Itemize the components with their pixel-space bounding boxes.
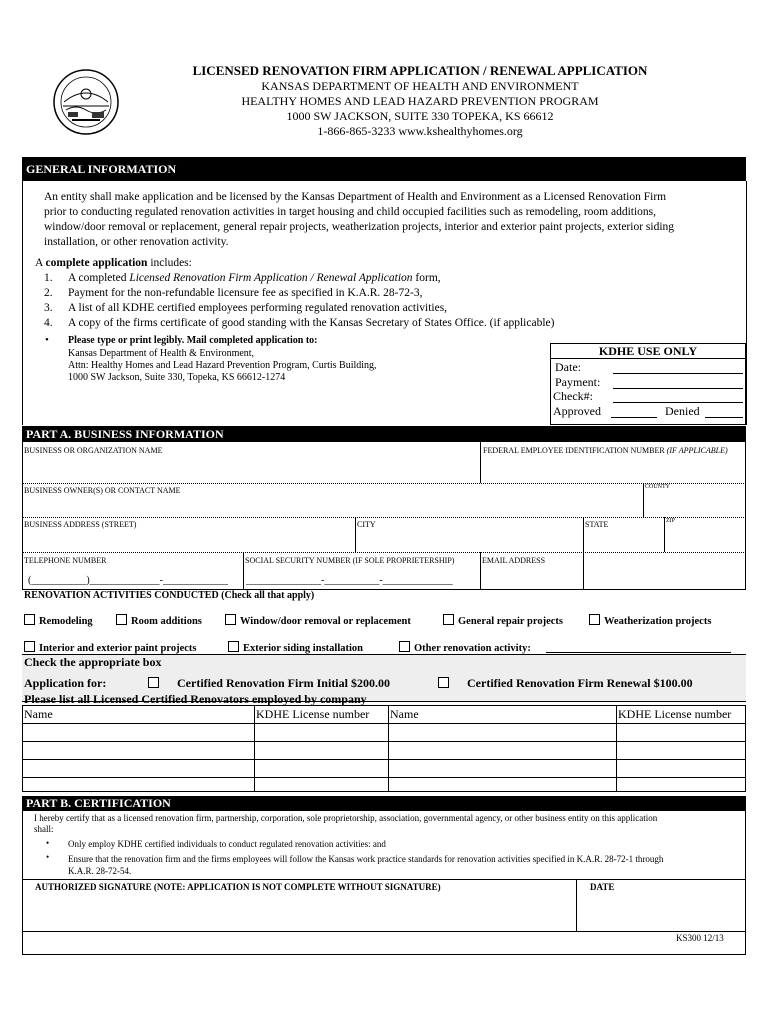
checkbox-icon: [24, 641, 35, 652]
renovators-list-heading: Please list all Licensed Certified Renovators employed by company: [24, 692, 367, 706]
cert-bullet-2-dot: •: [46, 852, 50, 862]
certification-statement: I hereby certify that as a licensed renovation firm, partnership, corporation, sole proprietorship, association, governmental agency, or other business entity on this application shall:: [34, 813, 658, 834]
cert-bullet-1-dot: •: [46, 838, 50, 848]
ssn-label: SOCIAL SECURITY NUMBER (IF SOLE PROPRIETERSHIP): [245, 556, 455, 565]
state-label: STATE: [585, 520, 609, 529]
activity-window-door[interactable]: Window/door removal or replacement: [225, 614, 411, 627]
col-license2-header: KDHE License number: [618, 707, 732, 721]
activities-heading: RENOVATION ACTIVITIES CONDUCTED (Check all that apply): [24, 590, 315, 601]
program-name: HEALTHY HOMES AND LEAD HAZARD PREVENTION PROGRAM: [241, 94, 599, 108]
complete-application-heading: A complete application includes:: [35, 257, 192, 269]
street-field[interactable]: [25, 531, 351, 550]
owner-label: BUSINESS OWNER(S) OR CONTACT NAME: [24, 486, 181, 495]
part-b-heading: PART B. CERTIFICATION: [22, 796, 746, 811]
zip-label: ZIP: [666, 518, 675, 524]
general-information-heading: GENERAL INFORMATION: [22, 157, 746, 181]
checkbox-icon: [116, 614, 127, 625]
business-name-label: BUSINESS OR ORGANIZATION NAME: [24, 446, 163, 455]
checkbox-icon: [148, 677, 159, 688]
checkbox-icon: [438, 677, 449, 688]
street-label: BUSINESS ADDRESS (STREET): [24, 520, 137, 529]
cert-bullet-1: Only employ KDHE certified individuals to conduct regulated renovation activities: and: [68, 839, 386, 849]
activity-weatherization[interactable]: Weatherization projects: [589, 614, 711, 627]
requirement-item: 3. A list of all KDHE certified employees performing regulated renovation activities,: [44, 302, 448, 314]
date-label: DATE: [590, 882, 615, 892]
col-license-header: KDHE License number: [256, 707, 370, 721]
col-name-header: Name: [24, 707, 53, 721]
activity-siding[interactable]: Exterior siding installation: [228, 641, 363, 654]
phone-field[interactable]: (___________)______________-_____________: [28, 575, 228, 586]
col-name2-header: Name: [390, 707, 419, 721]
county-label: COUNTY: [645, 484, 670, 490]
activity-room-additions[interactable]: Room additions: [116, 614, 202, 627]
signature-label: AUTHORIZED SIGNATURE (NOTE: APPLICATION IS NOT COMPLETE WITHOUT SIGNATURE): [35, 882, 441, 892]
signature-field[interactable]: [26, 895, 572, 928]
application-for-label: Application for:: [24, 676, 107, 690]
cert-bullet-2: Ensure that the renovation firm and the firms employees will follow the Kansas work practice standards for renovation activities specified in K.A.R. 28-72-1 through K.A.R. 28-72-54.: [68, 854, 664, 876]
requirement-item: 1. A completed Licensed Renovation Firm Application / Renewal Application form,: [44, 272, 441, 284]
business-name-field[interactable]: [25, 457, 477, 481]
form-title: LICENSED RENOVATION FIRM APPLICATION / RENEWAL APPLICATION: [192, 63, 648, 78]
dept-name: KANSAS DEPARTMENT OF HEALTH AND ENVIRONMENT: [261, 79, 579, 93]
renewal-option[interactable]: Certified Renovation Firm Renewal $100.00: [438, 676, 693, 691]
requirement-item: 2. Payment for the non-refundable licensure fee as specified in K.A.R. 28-72-3,: [44, 287, 423, 299]
fein-label: FEDERAL EMPLOYEE IDENTIFICATION NUMBER (IF APPLICABLE): [483, 446, 728, 455]
requirement-item: 4. A copy of the firms certificate of good standing with the Kansas Secretary of States Office. (if applicable): [44, 317, 555, 329]
checkbox-icon: [589, 614, 600, 625]
ssn-field[interactable]: _______________-___________-______________: [246, 575, 453, 586]
mail-address: Kansas Department of Health & Environment, Attn: Healthy Homes and Lead Hazard Prevention Program, Curtis Building, 1000 SW Jackson, Suite 330, Topeka, KS 66612-1274: [68, 348, 377, 383]
mail-bullet: •: [45, 334, 49, 346]
checkbox-icon: [399, 641, 410, 652]
checkbox-icon: [24, 614, 35, 625]
program-contact: 1-866-865-3233 www.kshealthyhomes.org: [317, 124, 523, 138]
check-box-instruction: Check the appropriate box: [24, 655, 162, 669]
kansas-seal-logo: [52, 68, 120, 136]
email-field[interactable]: [483, 567, 744, 587]
checkbox-icon: [225, 614, 236, 625]
fein-field[interactable]: [484, 457, 742, 481]
activity-remodeling[interactable]: Remodeling: [24, 614, 93, 627]
initial-option[interactable]: Certified Renovation Firm Initial $200.00: [148, 676, 390, 691]
program-address: 1000 SW JACKSON, SUITE 330 TOPEKA, KS 66612: [286, 109, 554, 123]
checkbox-icon: [443, 614, 454, 625]
requirements-list: [44, 271, 744, 331]
county-field[interactable]: [646, 492, 744, 515]
other-activity-field[interactable]: [546, 652, 731, 653]
phone-label: TELEPHONE NUMBER: [24, 556, 107, 565]
email-label: EMAIL ADDRESS: [482, 556, 546, 565]
owner-field[interactable]: [25, 497, 640, 515]
mail-instructions: Please type or print legibly. Mail completed application to:: [68, 335, 318, 346]
kdhe-use-only-box: KDHE USE ONLY Date: Payment: Check#: Approved Denied: [550, 343, 746, 425]
activity-paint[interactable]: Interior and exterior paint projects: [24, 641, 196, 654]
checkbox-icon: [228, 641, 239, 652]
zip-field[interactable]: [667, 527, 744, 550]
activity-general-repair[interactable]: General repair projects: [443, 614, 563, 627]
part-a-heading: PART A. BUSINESS INFORMATION: [22, 426, 746, 442]
form-id: KS300 12/13: [676, 933, 724, 943]
intro-paragraph: An entity shall make application and be licensed by the Kansas Department of Health and Environment as a Licensed Renovation Firm prior to conducting regulated renovation activities in target housing and child occupied facilities such as remodeling, room additions, window/door removal or replacement, general repair projects, weatherization projects, interior and exterior paint projects, exterior siding installation, or other renovation activity.: [44, 191, 675, 248]
city-label: CITY: [357, 520, 376, 529]
activity-other[interactable]: Other renovation activity:: [399, 641, 531, 654]
state-field[interactable]: [586, 531, 662, 550]
city-field[interactable]: [358, 531, 580, 550]
date-field[interactable]: [580, 895, 742, 928]
